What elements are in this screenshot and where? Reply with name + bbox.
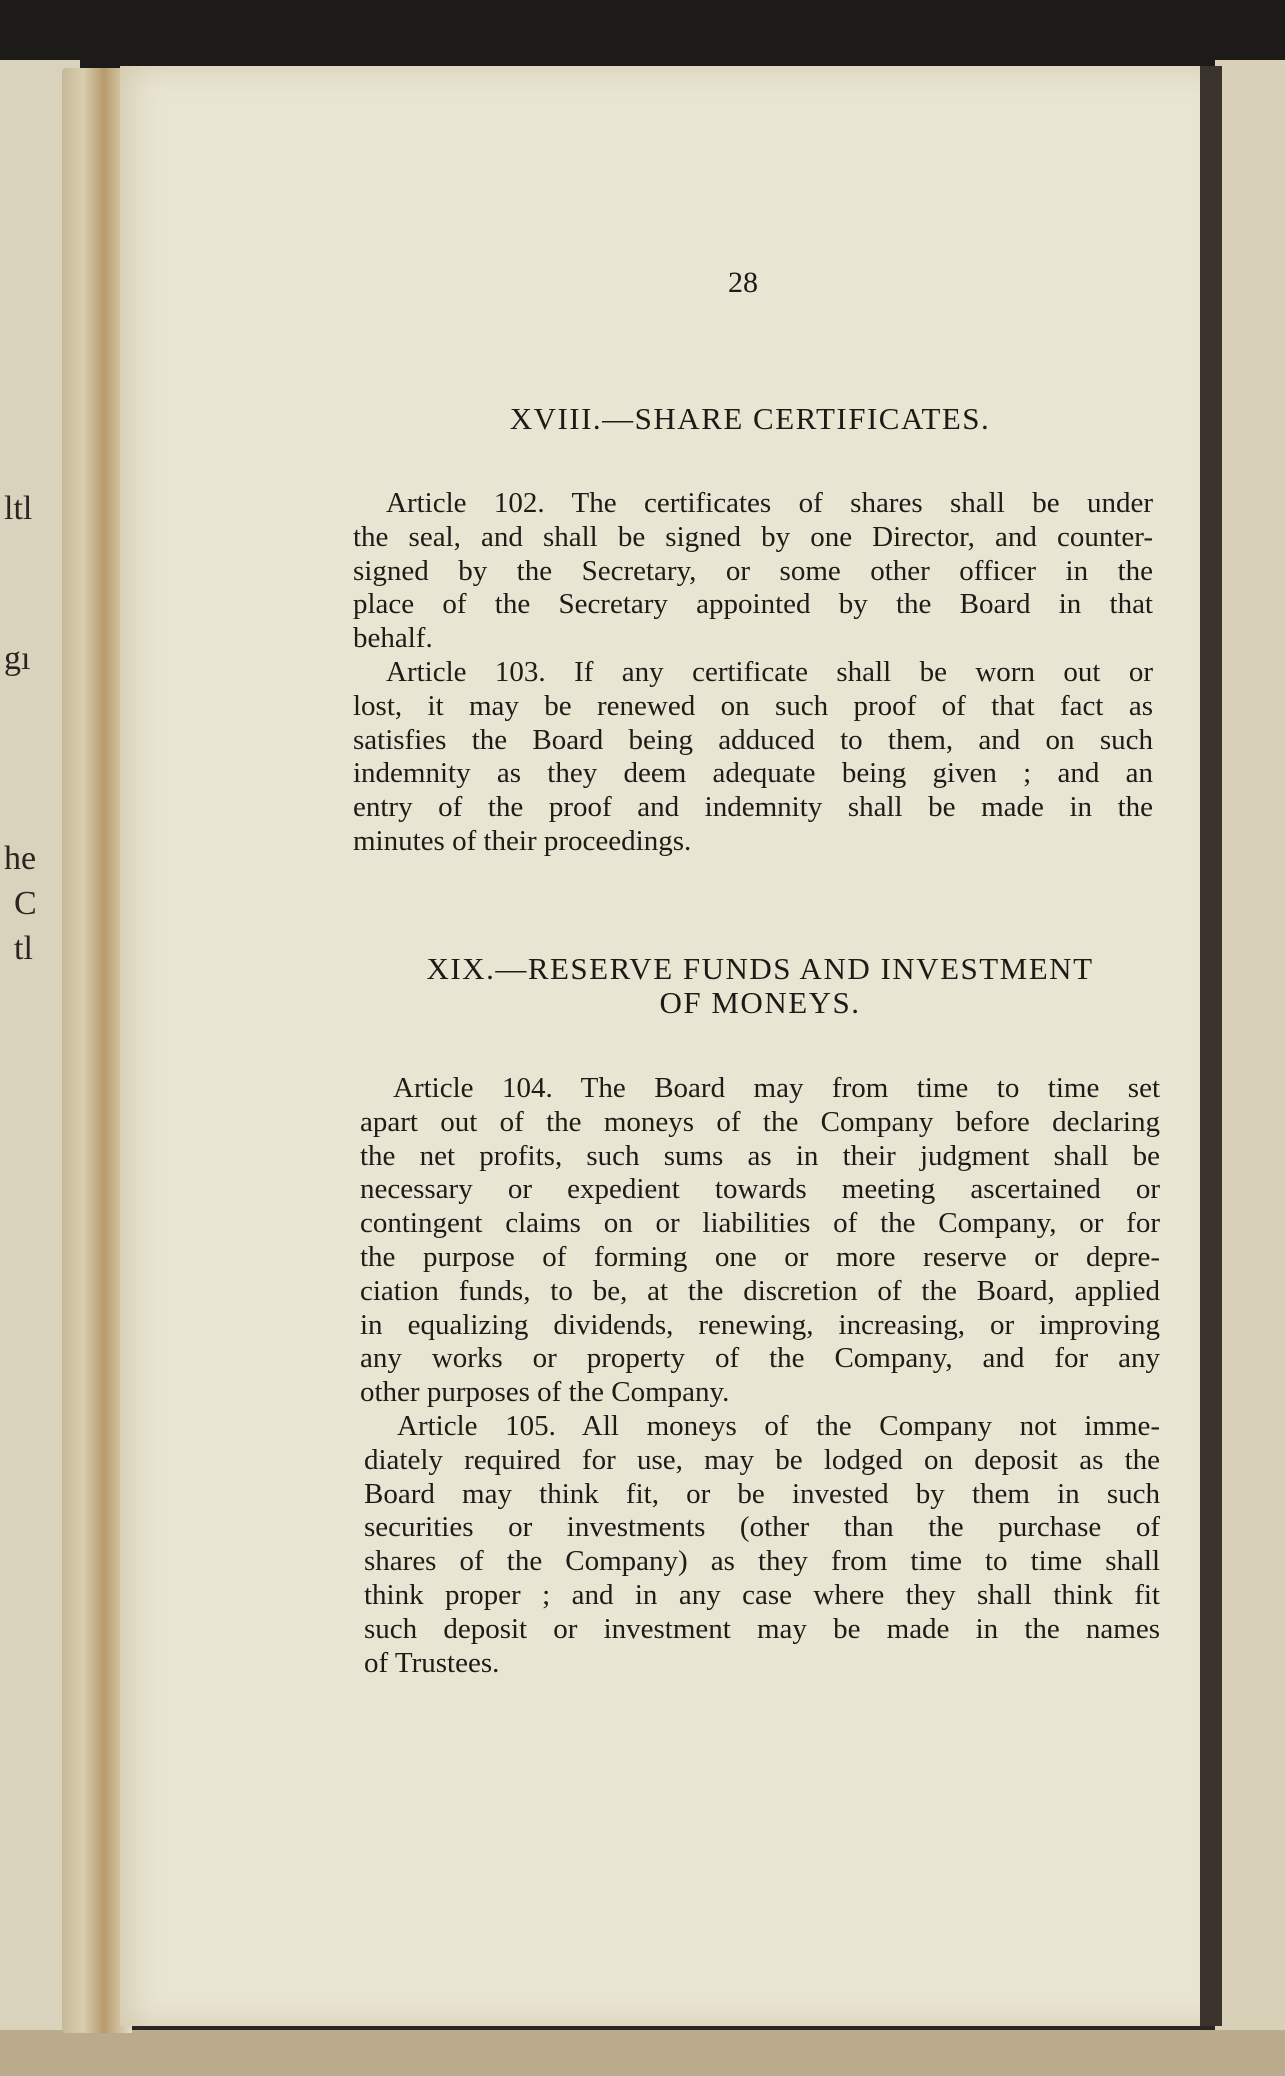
text-line: diately required for use, may be lodged on deposit as the: [364, 1443, 1160, 1476]
text-line: satisfies the Board being adduced to them, and on such: [353, 723, 1153, 756]
text-line: Article 105. All moneys of the Company not imme-: [397, 1410, 1160, 1442]
adjacent-right-page: [1215, 60, 1285, 2030]
left-page-fragment: gı: [4, 640, 31, 677]
article-105: [364, 1410, 1160, 1680]
text-line: lost, it may be renewed on such proof of that fact as: [353, 689, 1153, 722]
heading-line: XIX.—RESERVE FUNDS AND INVESTMENT: [426, 951, 1094, 986]
text-line: necessary or expedient towards meeting ascertained or: [360, 1173, 1160, 1206]
article-102: [353, 487, 1153, 656]
text-line: other purposes of the Company.: [360, 1376, 730, 1409]
text-line: place of the Secretary appointed by the Board in that: [353, 588, 1153, 621]
book-page: [120, 66, 1215, 2026]
text-line: Article 102. The certificates of shares shall be under: [386, 487, 1153, 519]
heading-line: OF MONEYS.: [659, 985, 861, 1020]
scanner-background-bottom: [0, 2030, 1285, 2076]
text-line: ciation funds, to be, at the discretion of the Board, applied: [360, 1274, 1160, 1307]
book-cover-edge: [1200, 66, 1222, 2026]
text-line: behalf.: [353, 622, 433, 655]
left-page-fragment: he: [4, 840, 37, 877]
text-line: of Trustees.: [364, 1646, 500, 1679]
text-line: think proper ; and in any case where they shall think fit: [364, 1578, 1160, 1611]
article-103: [353, 656, 1153, 859]
text-line: Article 103. If any certificate shall be worn out or: [386, 656, 1153, 688]
text-line: securities or investments (other than the purchase of: [364, 1511, 1160, 1544]
text-line: the purpose of forming one or more reserve or depre-: [360, 1240, 1160, 1273]
text-line: in equalizing dividends, renewing, increasing, or improving: [360, 1308, 1160, 1341]
text-line: shares of the Company) as they from time to time shall: [364, 1545, 1160, 1578]
text-line: any works or property of the Company, and for any: [360, 1342, 1160, 1375]
section-heading-reserve-funds: [360, 952, 1160, 1020]
text-line: entry of the proof and indemnity shall be made in the: [353, 791, 1153, 824]
text-line: indemnity as they deem adequate being given ; and an: [353, 757, 1153, 790]
article-104: [360, 1072, 1160, 1410]
section-heading-share-certificates: [400, 402, 1100, 436]
left-page-fragment: tl: [14, 930, 33, 967]
page-number: 28: [728, 266, 758, 299]
text-line: Article 104. The Board may from time to time set: [393, 1072, 1160, 1104]
left-page-fragment: C: [14, 885, 37, 922]
left-page-fragment: ltl: [4, 490, 33, 527]
text-line: minutes of their proceedings.: [353, 824, 692, 857]
text-line: apart out of the moneys of the Company before declaring: [360, 1105, 1160, 1138]
text-line: signed by the Secretary, or some other officer in the: [353, 554, 1153, 587]
scanner-background-top: [0, 0, 1285, 70]
text-line: the seal, and shall be signed by one Director, and counter-: [353, 520, 1153, 553]
text-line: Board may think fit, or be invested by them in such: [364, 1477, 1160, 1510]
text-line: such deposit or investment may be made in the names: [364, 1612, 1160, 1645]
heading-line: XVIII.—SHARE CERTIFICATES.: [509, 401, 991, 436]
text-line: contingent claims on or liabilities of the Company, or for: [360, 1207, 1160, 1240]
text-line: the net profits, such sums as in their judgment shall be: [360, 1139, 1160, 1172]
